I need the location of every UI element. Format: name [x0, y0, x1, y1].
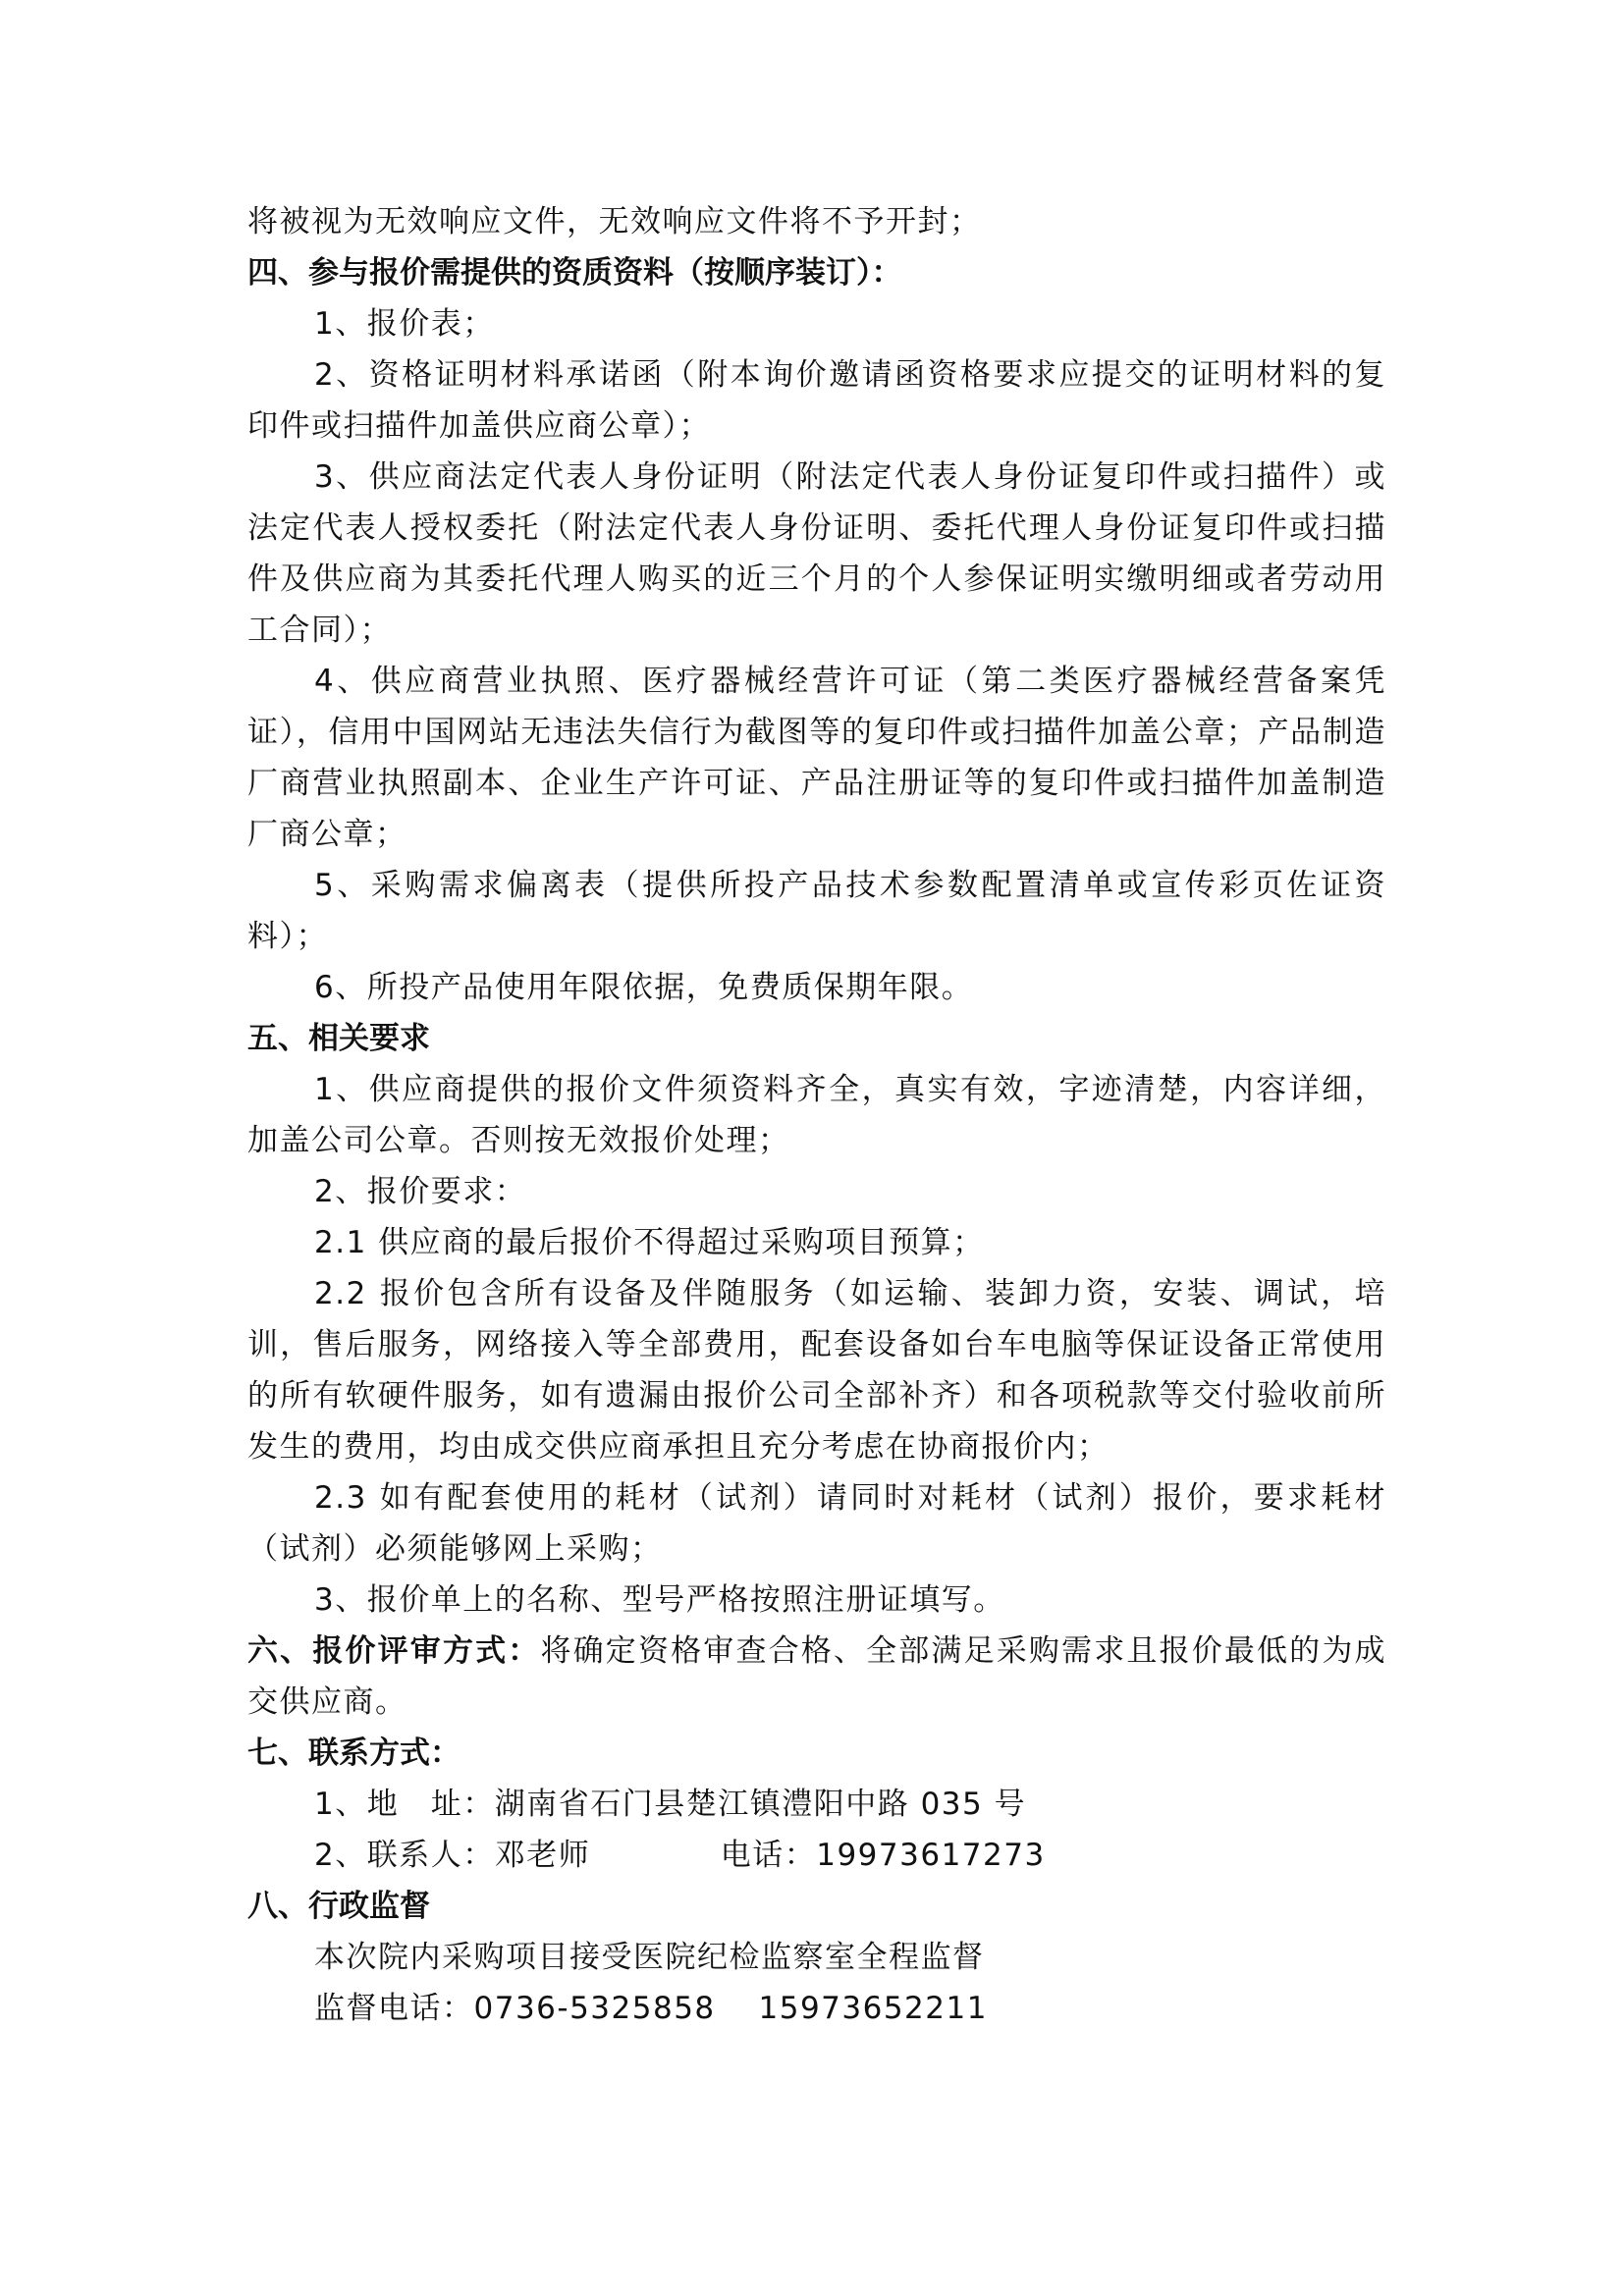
paragraph-continuation: 将被视为无效响应文件，无效响应文件将不予开封； — [247, 204, 982, 240]
s4-item-2: 2、资格证明材料承诺函（附本询价邀请函资格要求应提交的证明材料的复印件或扫描件加盖供应商公章）； — [247, 357, 1386, 444]
document-body — [247, 196, 1386, 2034]
s5-item-3: 3、报价单上的名称、型号严格按照注册证填写。 — [314, 1582, 1005, 1618]
contact-label: 2、联系人： — [314, 1838, 495, 1873]
s4-item-5: 5、采购需求偏离表（提供所投产品技术参数配置清单或宣传彩页佐证资料）； — [247, 868, 1386, 954]
s5-item-2: 2、报价要求： — [314, 1174, 527, 1209]
section-8-heading: 八、行政监督 — [247, 1889, 430, 1924]
address-line — [247, 1779, 1386, 1830]
supervision-text: 本次院内采购项目接受医院纪检监察室全程监督 — [314, 1940, 985, 1975]
address-value: 湖南省石门县楚江镇澧阳中路 035 号 — [494, 1787, 1027, 1822]
section-5-heading: 五、相关要求 — [247, 1021, 430, 1056]
s4-item-1: 1、报价表； — [314, 306, 495, 342]
s5-item-1: 1、供应商提供的报价文件须资料齐全，真实有效，字迹清楚，内容详细，加盖公司公章。否则按无效报价处理； — [247, 1072, 1386, 1158]
supervision-phone-2: 15973652211 — [758, 1991, 988, 2026]
supervision-phone-label: 监督电话： — [314, 1991, 474, 2026]
section-6-text: 将确定资格审查合格、全部满足采购需求且报价最低的为成交供应商。 — [247, 1633, 1387, 1720]
section-7-heading: 七、联系方式： — [247, 1735, 460, 1771]
s5-item-2-3: 2.3 如有配套使用的耗材（试剂）请同时对耗材（试剂）报价，要求耗材（试剂）必须能够网上采购； — [247, 1480, 1386, 1567]
phone-value: 19973617273 — [816, 1838, 1046, 1873]
section-6-heading: 六、报价评审方式： — [247, 1633, 541, 1669]
supervision-phone-line — [247, 1983, 1386, 2034]
section-4-heading: 四、参与报价需提供的资质资料（按顺序装订）： — [247, 255, 902, 291]
section-6 — [247, 1626, 1386, 1728]
contact-name: 邓老师 — [494, 1838, 591, 1873]
s5-item-2-1: 2.1 供应商的最后报价不得超过采购项目预算； — [314, 1225, 985, 1260]
supervision-phone-1: 0736-5325858 — [473, 1991, 716, 2026]
s5-item-2-2: 2.2 报价包含所有设备及伴随服务（如运输、装卸力资，安装、调试，培训，售后服务，网络接入等全部费用，配套设备如台车电脑等保证设备正常使用的所有软硬件服务，如有遗漏由报价公司全部补齐）和各项税款等交付验收前所发生的费用，均由成交供应商承担且充分考虑在协商报价内； — [247, 1276, 1386, 1465]
address-label: 1、地 址： — [314, 1787, 495, 1822]
s4-item-6: 6、所投产品使用年限依据，免费质保期年限。 — [314, 970, 974, 1005]
contact-line — [247, 1830, 1386, 1881]
s4-item-4: 4、供应商营业执照、医疗器械经营许可证（第二类医疗器械经营备案凭证），信用中国网站无违法失信行为截图等的复印件或扫描件加盖公章；产品制造厂商营业执照副本、企业生产许可证、产品注册证等的复印件或扫描件加盖制造厂商公章； — [247, 664, 1386, 852]
phone-label: 电话： — [720, 1838, 817, 1873]
s4-item-3: 3、供应商法定代表人身份证明（附法定代表人身份证复印件或扫描件）或法定代表人授权委托（附法定代表人身份证明、委托代理人身份证复印件或扫描件及供应商为其委托代理人购买的近三个月的个人参保证明实缴明细或者劳动用工合同）； — [247, 459, 1386, 648]
